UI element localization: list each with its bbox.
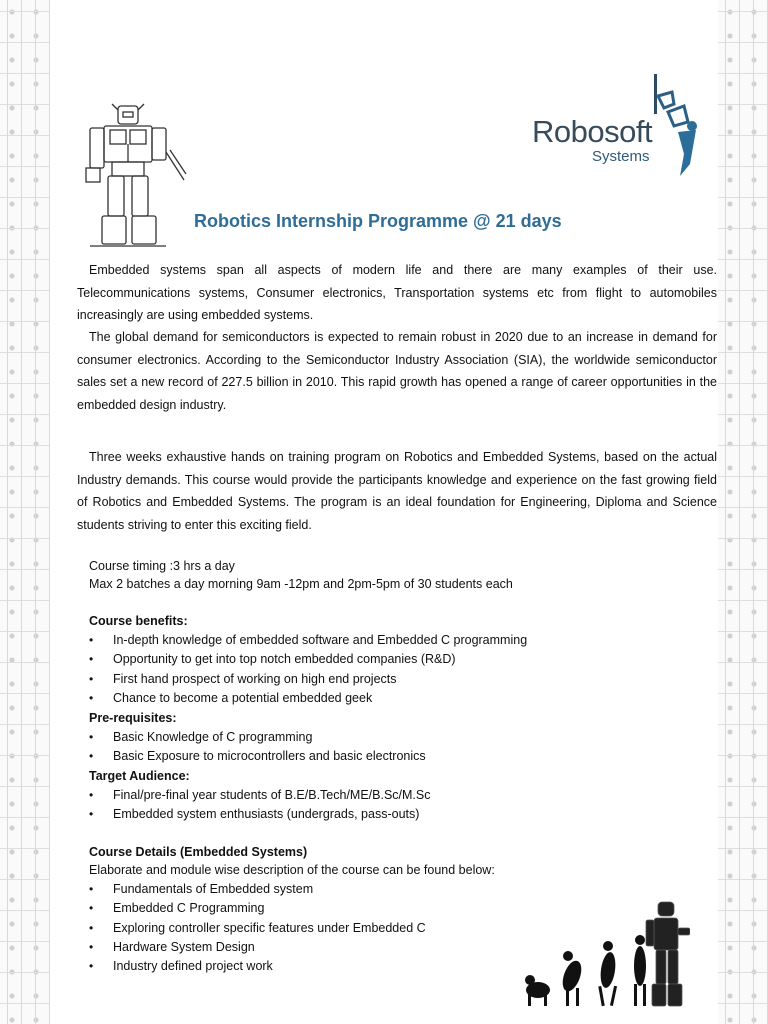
details-list — [89, 880, 426, 976]
logo-subtext: Systems — [592, 148, 650, 165]
prereq-list — [89, 728, 426, 767]
list-item: • First hand prospect of working on high end projects — [89, 670, 527, 689]
paragraph-program: Three weeks exhaustive hands on training program on Robotics and Embedded Systems, based on the actual Industry demands. This course would provide the participants knowledge and experience on the fast growing field of Robotics and Embedded Systems. The program is an ideal foundation for Engineering, Diploma and Science students striving to enter this exciting field. — [77, 450, 717, 532]
list-item: • In-depth knowledge of embedded software and Embedded C programming — [89, 631, 527, 650]
audience-list — [89, 786, 431, 825]
circuit-border-left — [0, 0, 51, 1024]
robosoft-logo — [532, 72, 702, 182]
page-title: Robotics Internship Programme @ 21 days — [194, 211, 562, 231]
logo-mark-icon — [644, 72, 704, 180]
list-item: • Basic Knowledge of C programming — [89, 728, 426, 747]
list-item: • Chance to become a potential embedded geek — [89, 689, 527, 708]
paragraph-intro: Embedded systems span all aspects of modern life and there are many examples of their use. Telecommunications systems, Consumer electronics, Transportation systems etc from flight to automobiles increasingly are using embedded systems. — [77, 263, 717, 322]
benefits-list — [89, 631, 527, 708]
circuit-border-right — [717, 0, 768, 1024]
robot-illustration — [80, 100, 190, 250]
list-item: • Basic Exposure to microcontrollers and basic electronics — [89, 747, 426, 766]
course-timing: Course timing :3 hrs a day — [89, 559, 235, 573]
logo-wordmark: Robosoft — [532, 114, 653, 149]
list-item: • Hardware System Design — [89, 938, 426, 957]
list-item: • Fundamentals of Embedded system — [89, 880, 426, 899]
list-item: • Embedded C Programming — [89, 899, 426, 918]
list-item: • Opportunity to get into top notch embedded companies (R&D) — [89, 650, 527, 669]
evolution-illustration — [520, 898, 690, 1010]
details-intro: Elaborate and module wise description of the course can be found below: — [89, 863, 495, 877]
list-item: • Exploring controller specific features under Embedded C — [89, 919, 426, 938]
benefits-heading: Course benefits: — [89, 614, 188, 628]
list-item: • Industry defined project work — [89, 957, 426, 976]
paragraph-demand: The global demand for semiconductors is expected to remain robust in 2020 due to an increase in demand for consumer electronics. According to the Semiconductor Industry Association (SIA), the worldwide semiconductor sales set a new record of 227.5 billion in 2010. This rapid growth has opened a range of career opportunities in the embedded design industry. — [77, 330, 717, 412]
prereq-heading: Pre-requisites: — [89, 711, 177, 725]
batch-info: Max 2 batches a day morning 9am -12pm and 2pm-5pm of 30 students each — [89, 577, 513, 591]
details-heading: Course Details (Embedded Systems) — [89, 845, 308, 859]
list-item: • Final/pre-final year students of B.E/B.Tech/ME/B.Sc/M.Sc — [89, 786, 431, 805]
audience-heading: Target Audience: — [89, 769, 190, 783]
list-item: • Embedded system enthusiasts (undergrads, pass-outs) — [89, 805, 431, 824]
